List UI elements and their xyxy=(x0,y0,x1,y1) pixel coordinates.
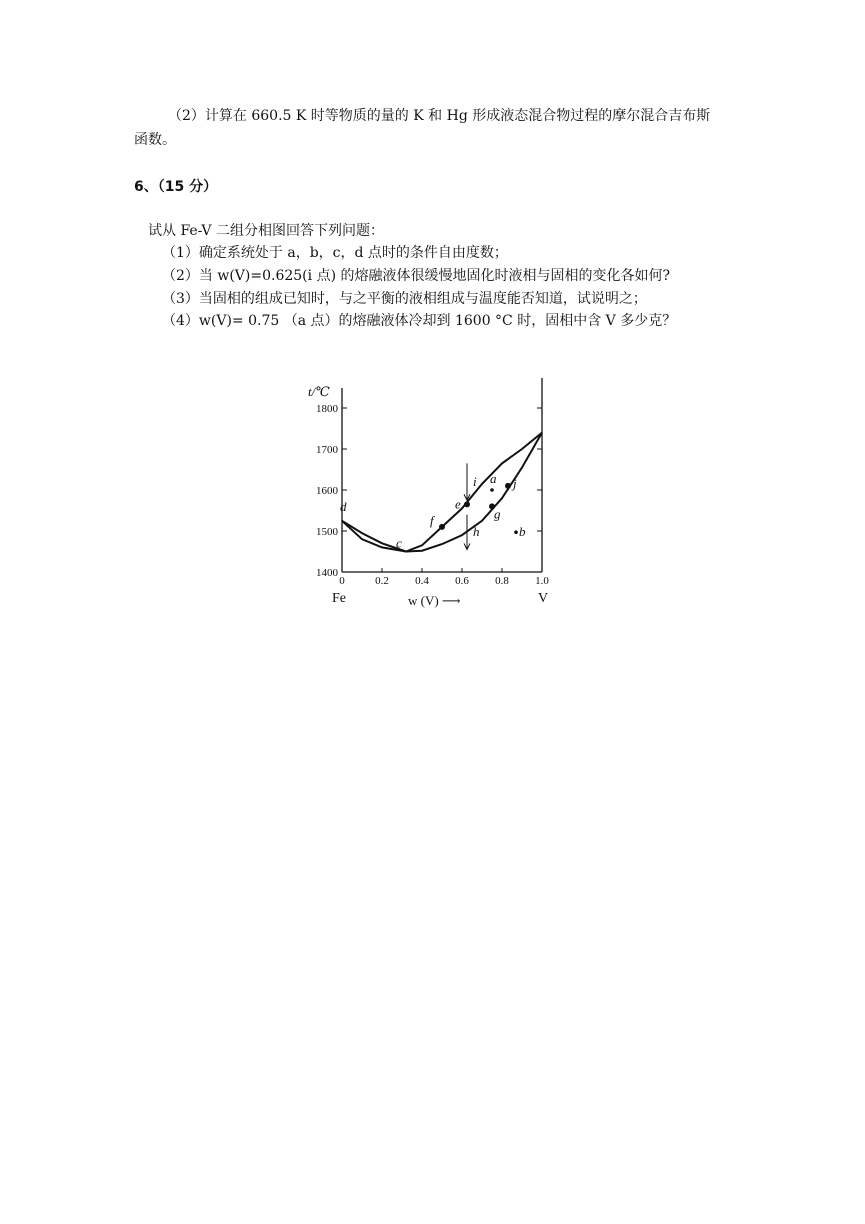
point-label-f: f xyxy=(430,512,434,528)
section-6-question-2: （2）当 w(V)=0.625(i 点) 的熔融液体很缓慢地固化时液相与固相的变化各如何? xyxy=(162,268,670,284)
point-e-marker xyxy=(464,501,470,507)
fe-v-phase-diagram xyxy=(300,372,560,610)
phase-diagram-svg xyxy=(300,372,560,610)
y-tick-label: 1600 xyxy=(316,485,338,497)
section-6-question-1: （1）确定系统处于 a，b，c，d 点时的条件自由度数； xyxy=(162,245,508,261)
y-axis-label: t/℃ xyxy=(308,384,330,399)
y-tick-label: 1400 xyxy=(316,567,338,579)
section-6-question-4: （4）w(V)= 0.75 （a 点）的熔融液体冷却到 1600 °C 时，固相中含 V 多少克？ xyxy=(162,313,677,329)
solidus-curve xyxy=(342,433,542,552)
x-tick-label: 1.0 xyxy=(535,575,549,587)
point-b-marker xyxy=(514,530,518,534)
point-label-e: e xyxy=(455,496,461,512)
x-tick-label: 0.6 xyxy=(455,575,469,587)
point-f-marker xyxy=(439,524,445,530)
point-label-j: j xyxy=(513,475,517,491)
plot-layer xyxy=(316,378,549,587)
x-tick-label: 0.8 xyxy=(495,575,509,587)
point-a-marker xyxy=(490,488,494,492)
liquidus-curve xyxy=(342,433,542,552)
section-6-prompt: 试从 Fe-V 二组分相图回答下列问题： xyxy=(148,223,384,239)
section-6-heading: 6、（15 分） xyxy=(134,179,218,195)
question-2-line-1: （2）计算在 660.5 K 时等物质的量的 K 和 Hg 形成液态混合物过程的摩尔混合吉布斯 xyxy=(168,108,711,124)
v-label: V xyxy=(538,591,549,606)
point-label-c: c xyxy=(396,535,402,551)
point-label-b: b xyxy=(519,524,526,540)
y-tick-label: 1800 xyxy=(316,403,338,415)
x-axis-label: w (V) ⟶ xyxy=(408,593,461,608)
section-6-question-3: （3）当固相的组成已知时，与之平衡的液相组成与温度能否知道，试说明之； xyxy=(162,291,647,307)
y-tick-label: 1500 xyxy=(316,526,338,538)
point-label-a: a xyxy=(490,471,497,486)
arrow-label-h: h xyxy=(473,524,480,540)
point-j-marker xyxy=(505,483,511,489)
x-tick-label: 0 xyxy=(339,575,345,587)
arrow-label-i: i xyxy=(473,473,477,489)
question-2-line-2: 函数。 xyxy=(134,132,176,148)
point-label-g: g xyxy=(494,506,501,522)
fe-label: Fe xyxy=(332,591,346,606)
x-tick-label: 0.2 xyxy=(375,575,389,587)
x-tick-label: 0.4 xyxy=(415,575,429,587)
point-label-d: d xyxy=(340,498,347,514)
y-tick-label: 1700 xyxy=(316,444,338,456)
